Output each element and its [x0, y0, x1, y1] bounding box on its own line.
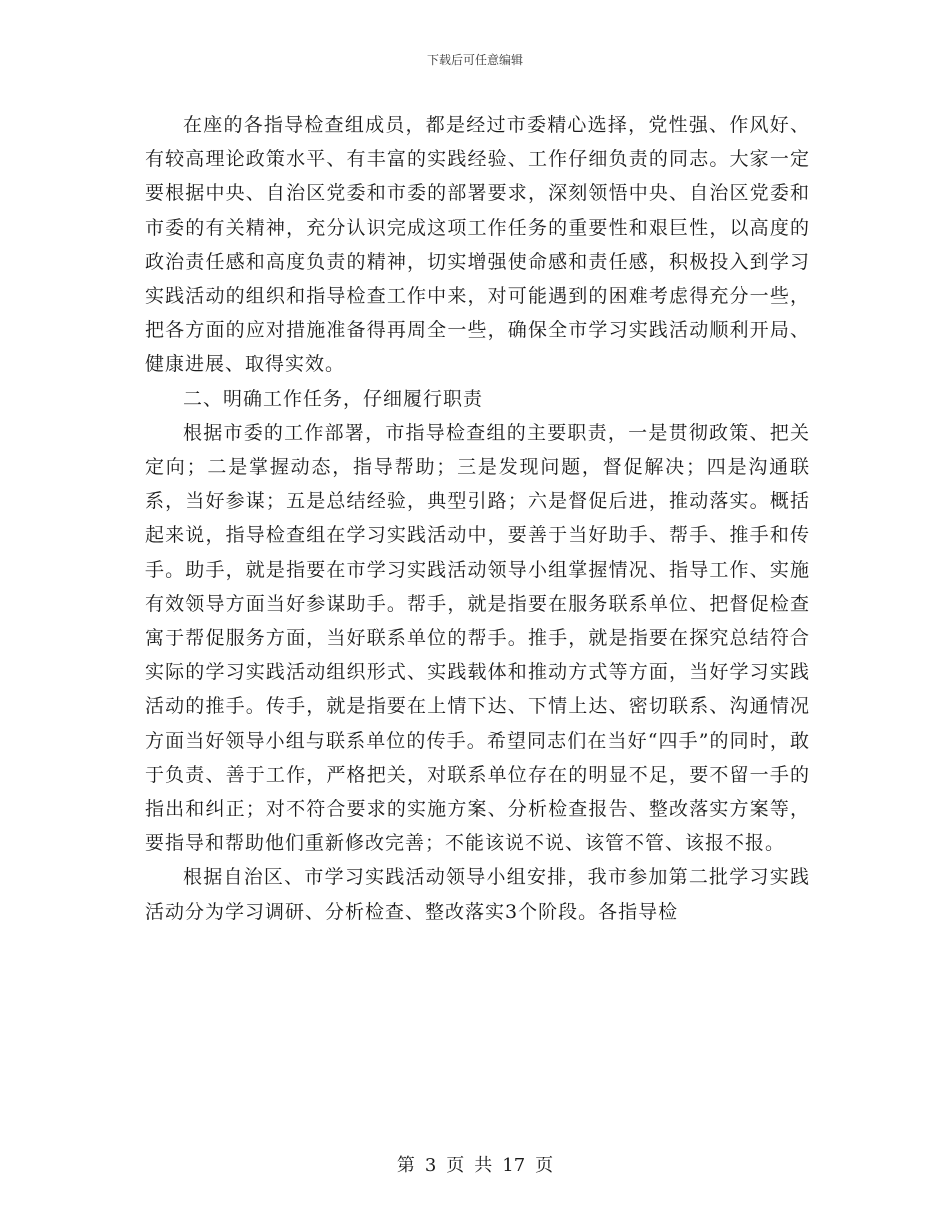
footer-page-word: 页: [446, 1155, 465, 1176]
footer-total-word: 共: [474, 1155, 493, 1176]
body-paragraph: 在座的各指导检查组成员，都是经过市委精心选择，党性强、作风好、有较高理论政策水平、有丰富的实践经验、工作仔细负责的同志。大家一定要根据中央、自治区党委和市委的部署要求，深刻领悟中央、自治区党委和市委的有关精神，充分认识完成这项工作任务的重要性和艰巨性，以高度的政治责任感和高度负责的精神，切实增强使命感和责任感，积极投入到学习实践活动的组织和指导检查工作中来，对可能遇到的困难考虑得充分一些，把各方面的应对措施准备得再周全一些，确保全市学习实践活动顺利开局、健康进展、取得实效。: [145, 114, 810, 376]
footer-suffix: 页: [535, 1155, 554, 1176]
document-body: [145, 108, 810, 929]
total-page-number: 17: [502, 1155, 526, 1176]
header-note: 下载后可任意编辑: [426, 53, 523, 67]
body-paragraph: 根据市委的工作部署，市指导检查组的主要职责，一是贯彻政策、把关定向；二是掌握动态，指导帮助；三是发现问题，督促解决；四是沟通联系，当好参谋；五是总结经验，典型引路；六是督促后进，推动落实。概括起来说，指导检查组在学习实践活动中，要善于当好助手、帮手、推手和传手。助手，就是指要在市学习实践活动领导小组掌握情况、指导工作、实施有效领导方面当好参谋助手。帮手，就是指要在服务联系单位、把督促检查寓于帮促服务方面，当好联系单位的帮手。推手，就是指要在探究总结符合实际的学习实践活动组织形式、实践载体和推动方式等方面，当好学习实践活动的推手。传手，就是指要在上情下达、下情上达、密切联系、沟通情况方面当好领导小组与联系单位的传手。希望同志们在当好“四手”的同时，敢于负责、善于工作，严格把关，对联系单位存在的明显不足，要不留一手的指出和纠正；对不符合要求的实施方案、分析检查报告、整改落实方案等，要指导和帮助他们重新修改完善；不能该说不说、该管不管、该报不报。: [145, 421, 810, 855]
section-heading: 二、明确工作任务，仔细履行职责: [183, 387, 484, 410]
footer-prefix: 第: [396, 1155, 415, 1176]
page-header: [0, 52, 950, 68]
body-paragraph: 根据自治区、市学习实践活动领导小组安排，我市参加第二批学习实践活动分为学习调研、分析检查、整改落实3个阶段。各指导检: [145, 866, 810, 923]
page-footer: [0, 1155, 950, 1177]
current-page-number: 3: [424, 1155, 437, 1176]
